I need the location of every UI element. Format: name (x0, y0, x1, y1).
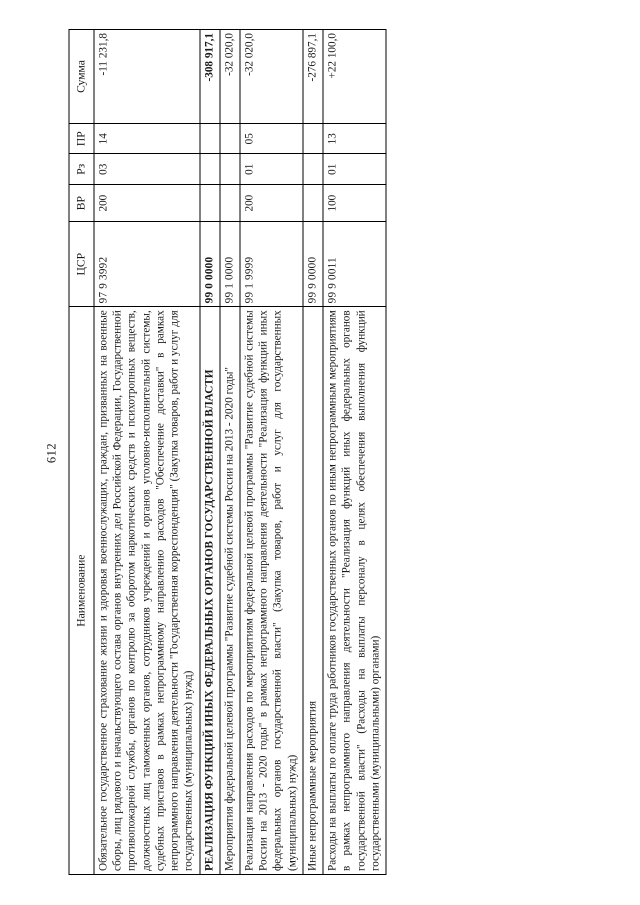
cell-name: Иные непрограммные мероприятия (303, 306, 323, 874)
table-header-row (69, 29, 94, 874)
cell-sum: -11 231,8 (94, 29, 200, 123)
cell-name: Обязательное государственное страхование жизни и здоровья военнослужащих, граждан, призванных на военные сборы, лиц рядового и начальствующего состава органов внутренних дел Российской Федерации, Государственной противопожарной службы, органов по контролю за оборотом наркотических средств и психотропных веществ, должностных лиц таможенных органов, сотрудников учреждений и органов уголовно-исполнительной системы, судебных приставов в рамках непрограммному направлению расходов "Обеспечение доставки" в рамках непрограммного направления деятельности "Государственная корреспонденция" (Закупка товаров, работ и услуг для государственных (муниципальных) нужд) (94, 306, 200, 874)
cell-csr: 99 0 0000 (200, 221, 220, 306)
budget-appropriations-table (69, 29, 387, 875)
cell-name: Реализация направления расходов по мероприятиям федеральной целевой программы "Развитие судебной системы России на 2013 - 2020 годы" в рамках непрограммного направления деятельности "Реализация функций иных федеральных органов государственной власти" (Закупка товаров, работ и услуг для государственных (муниципальных) нужд) (240, 306, 303, 874)
cell-pr (303, 123, 323, 154)
cell-sum: -308 917,1 (200, 29, 220, 123)
cell-csr: 97 9 3992 (94, 221, 200, 306)
table-row (94, 29, 200, 874)
cell-csr: 99 1 0000 (220, 221, 240, 306)
cell-rz (303, 154, 323, 185)
cell-pr (220, 123, 240, 154)
column-header-rz: Рз (69, 154, 94, 185)
table-row (303, 29, 323, 874)
cell-vr (303, 184, 323, 221)
column-header-sum: Сумма (69, 29, 94, 123)
cell-sum: +22 100,0 (323, 29, 386, 123)
table-row (200, 29, 220, 874)
cell-csr: 99 1 9999 (240, 221, 303, 306)
cell-name: Мероприятия федеральной целевой программы "Развитие судебной системы России на 2013 - 2020 годы" (220, 306, 240, 874)
cell-sum: -32 020,0 (220, 29, 240, 123)
cell-pr: 13 (323, 123, 386, 154)
cell-sum: -32 020,0 (240, 29, 303, 123)
cell-name: Расходы на выплаты по оплате труда работников государственных органов по иным непрограммным мероприятиям в рамках непрограммного направления деятельности "Реализация функций иных федеральных органов государственной власти" (Расходы на выплаты персоналу в целях обеспечения выполнения функций государственными (муниципальными) органами) (323, 306, 386, 874)
table-body (94, 29, 386, 874)
cell-vr (200, 184, 220, 221)
cell-vr: 200 (94, 184, 200, 221)
cell-sum: -276 897,1 (303, 29, 323, 123)
column-header-name: Наименование (69, 306, 94, 874)
rotated-page-content (43, 23, 598, 883)
cell-pr: 05 (240, 123, 303, 154)
table-row (240, 29, 303, 874)
cell-csr: 99 9 0000 (303, 221, 323, 306)
cell-vr (220, 184, 240, 221)
cell-pr: 14 (94, 123, 200, 154)
page-number: 612 (44, 442, 59, 463)
column-header-vr: ВР (69, 184, 94, 221)
cell-rz: 03 (94, 154, 200, 185)
cell-rz (220, 154, 240, 185)
column-header-csr: ЦСР (69, 221, 94, 306)
cell-vr: 100 (323, 184, 386, 221)
table-row (220, 29, 240, 874)
cell-rz: 01 (240, 154, 303, 185)
cell-rz (200, 154, 220, 185)
cell-csr: 99 9 0011 (323, 221, 386, 306)
cell-vr: 200 (240, 184, 303, 221)
cell-pr (200, 123, 220, 154)
column-header-pr: ПР (69, 123, 94, 154)
cell-rz: 01 (323, 154, 386, 185)
cell-name: РЕАЛИЗАЦИЯ ФУНКЦИЙ ИНЫХ ФЕДЕРАЛЬНЫХ ОРГАНОВ ГОСУДАРСТВЕННОЙ ВЛАСТИ (200, 306, 220, 874)
table-row (323, 29, 386, 874)
